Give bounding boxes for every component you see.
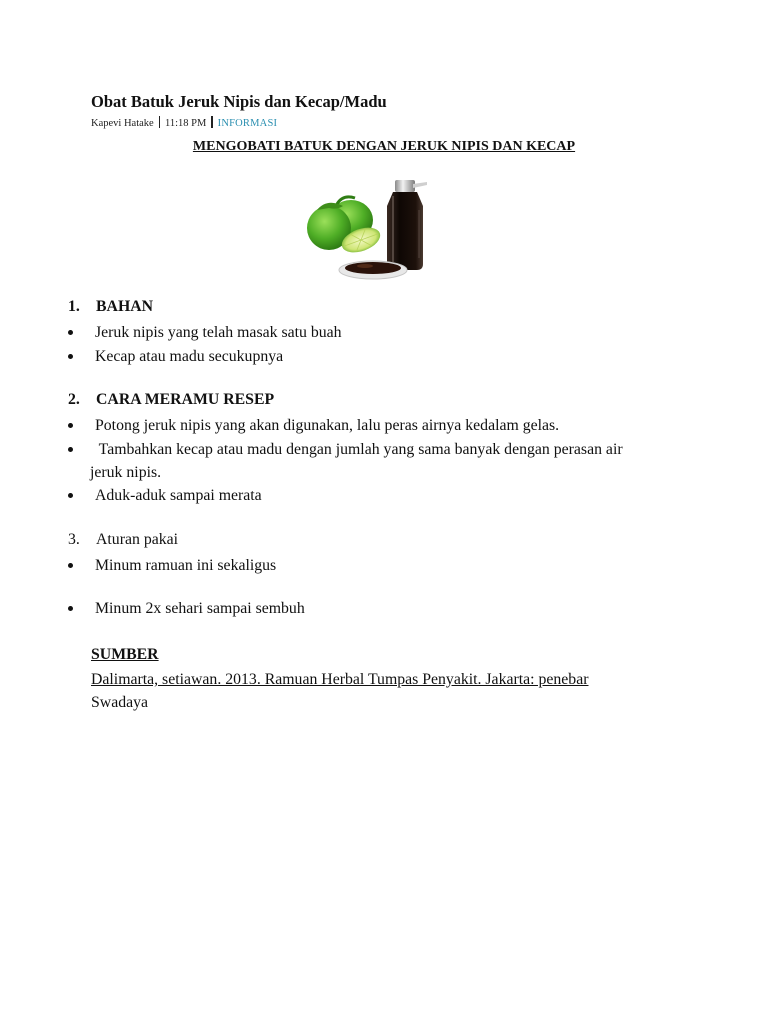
list-item-continuation (68, 461, 668, 484)
section-title: Aturan pakai (96, 531, 179, 548)
bullet-icon (68, 606, 73, 611)
list-item-text: Kecap atau madu secukupnya (95, 348, 284, 365)
section-number: 3. (68, 531, 80, 548)
list-item (68, 321, 668, 344)
meta-divider (159, 116, 160, 128)
post-time: 11:18 PM (164, 117, 207, 129)
bullet-icon (68, 330, 73, 335)
meta-divider (211, 116, 212, 128)
list-item (68, 438, 668, 461)
list-item (68, 414, 668, 437)
list-item-text: Aduk-aduk sampai merata (95, 487, 262, 504)
list-item (68, 484, 668, 507)
citation-line: Swadaya (91, 694, 149, 711)
list-item (68, 554, 668, 577)
bullet-icon (68, 563, 73, 568)
list-item-text: Potong jeruk nipis yang akan digunakan, lalu peras airnya kedalam gelas. (95, 417, 560, 434)
source-citation (91, 668, 651, 714)
section-heading-bahan (68, 298, 153, 316)
section-number: 2. (68, 391, 80, 408)
article-meta (91, 117, 277, 129)
section-title: BAHAN (96, 298, 154, 315)
category-link[interactable]: INFORMASI (217, 117, 278, 129)
article-title: Obat Batuk Jeruk Nipis dan Kecap/Madu (91, 92, 387, 111)
bullet-icon (68, 423, 73, 428)
list-item-text: Jeruk nipis yang telah masak satu buah (95, 324, 342, 341)
bullet-icon (68, 447, 73, 452)
article-subtitle: MENGOBATI BATUK DENGAN JERUK NIPIS DAN KECAP (192, 139, 576, 154)
list-item (68, 345, 668, 368)
list-item-text: Minum ramuan ini sekaligus (95, 557, 277, 574)
source-heading: SUMBER (91, 646, 159, 663)
list-item-text: Tambahkan kecap atau madu dengan jumlah yang sama banyak dengan perasan air (95, 441, 623, 458)
section-title: CARA MERAMU RESEP (96, 391, 275, 408)
bullet-icon (68, 354, 73, 359)
author-name: Kapevi Hatake (91, 117, 154, 129)
list-item (68, 597, 668, 620)
lime-soy-sauce-image (303, 176, 449, 280)
section-number: 1. (68, 298, 80, 315)
list-item-text: jeruk nipis. (90, 464, 162, 481)
list-item-text: Minum 2x sehari sampai sembuh (95, 600, 305, 617)
section-heading-aturan-pakai (68, 531, 178, 549)
citation-line: Dalimarta, setiawan. 2013. Ramuan Herbal Tumpas Penyakit. Jakarta: penebar (91, 671, 589, 688)
bullet-icon (68, 493, 73, 498)
section-heading-cara-meramu (68, 391, 274, 409)
